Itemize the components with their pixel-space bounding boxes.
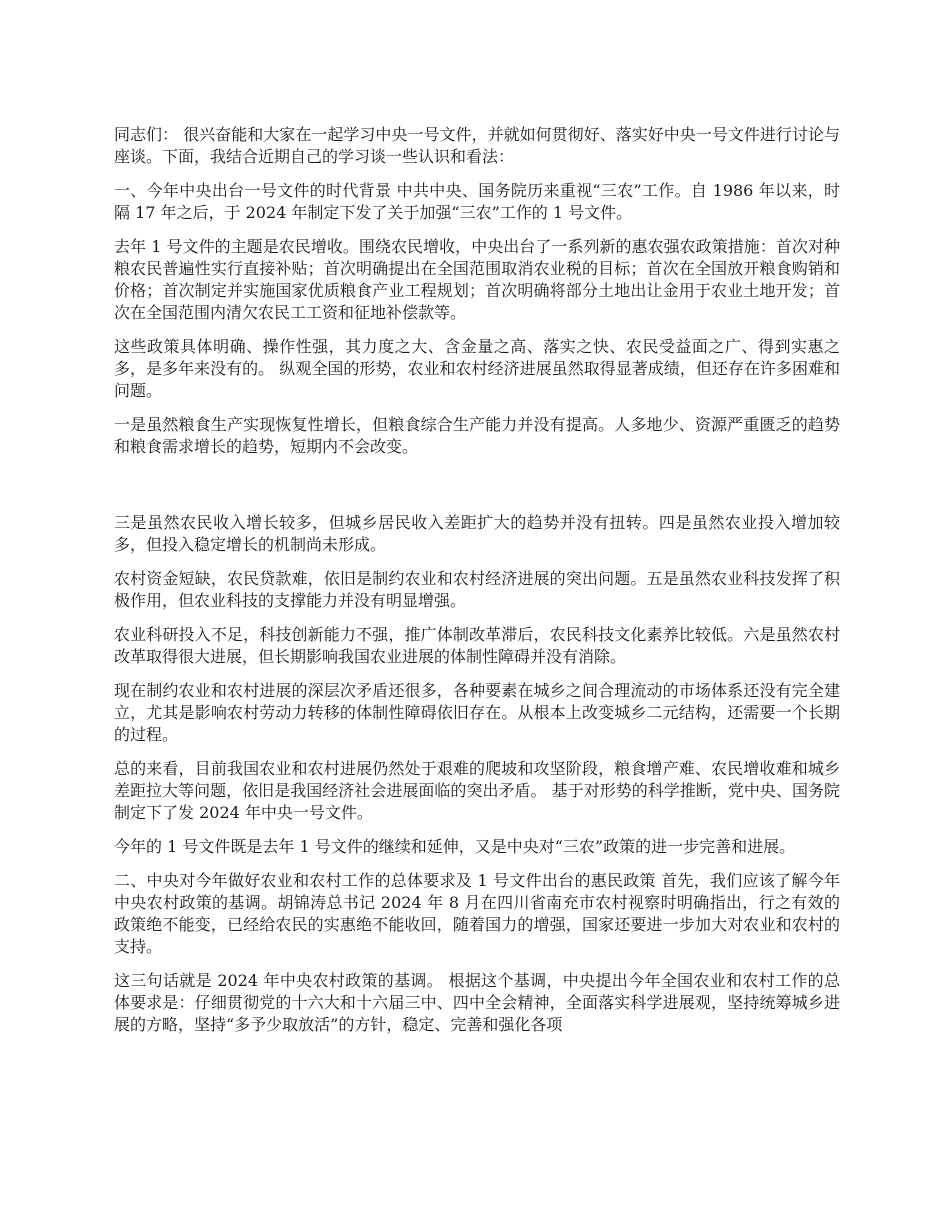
paragraph-document-continuity: 今年的 1 号文件既是去年 1 号文件的继续和延伸，又是中央对“三农”政策的进一步完善和进展。 — [114, 837, 796, 856]
paragraph-section-two-requirements: 二、中央对今年做好农业和农村工作的总体要求及 1 号文件出台的惠民政策 首先，我们应该了解今年中央农村政策的基调。胡锦涛总书记 2024 年 8 月在四川省南充市农村视察时明确指出，行之有效的政策绝不能变，已经给农民的实惠绝不能收回，随着国力的增强，国家还要进一步加大对农业和农村的支持。 — [114, 871, 840, 956]
paragraph-greeting: 同志们： 很兴奋能和大家在一起学习中央一号文件，并就如何贯彻好、落实好中央一号文件进行讨论与座谈。下面，我结合近期自己的学习谈一些认识和看法： — [114, 125, 840, 166]
paragraph-gap — [114, 470, 840, 512]
paragraph-structural-contradictions: 现在制约农业和农村进展的深层次矛盾还很多，各种要素在城乡之间合理流动的市场体系还没有完全建立，尤其是影响农村劳动力转移的体制性障碍依旧存在。从根本上改变城乡二元结构，还需要一个长期的过程。 — [114, 681, 840, 744]
paragraph-issue-income: 三是虽然农民收入增长较多，但城乡居民收入差距扩大的趋势并没有扭转。四是虽然农业投入增加较多，但投入稳定增长的机制尚未形成。 — [114, 513, 840, 554]
paragraph-policy-tone: 这三句话就是 2024 年中央农村政策的基调。 根据这个基调，中央提出今年全国农业和农村工作的总体要求是：仔细贯彻党的十六大和十六届三中、四中全会精神，全面落实科学进展观，坚持统筹城乡进展的方略，坚持“多予少取放活”的方针，稳定、完善和强化各项 — [114, 971, 840, 1034]
paragraph-issue-funding: 农村资金短缺，农民贷款难，依旧是制约农业和农村经济进展的突出问题。五是虽然农业科技发挥了积极作用，但农业科技的支撑能力并没有明显增强。 — [114, 569, 840, 610]
paragraph-issue-grain: 一是虽然粮食生产实现恢复性增长，但粮食综合生产能力并没有提高。人多地少、资源严重匮乏的趋势和粮食需求增长的趋势，短期内不会改变。 — [114, 415, 840, 456]
paragraph-overall-situation: 总的来看，目前我国农业和农村进展仍然处于艰难的爬坡和攻坚阶段，粮食增产难、农民增收难和城乡差距拉大等问题，依旧是我国经济社会进展面临的突出矛盾。 基于对形势的科学推断，党中央、国务院制定下了发 2024 年中央一号文件。 — [114, 759, 840, 822]
paragraph-section-one-background: 一、今年中央出台一号文件的时代背景 中共中央、国务院历来重视“三农”工作。自 1986 年以来，时隔 17 年之后，于 2024 年制定下发了关于加强“三农”工作的 1 号文件。 — [114, 181, 840, 222]
paragraph-issue-technology: 农业科研投入不足，科技创新能力不强，推广体制改革滞后，农民科技文化素养比较低。六是虽然农村改革取得很大进展，但长期影响我国农业进展的体制性障碍并没有消除。 — [114, 625, 840, 666]
document-body — [114, 124, 840, 1048]
paragraph-policy-assessment: 这些政策具体明确、操作性强，其力度之大、含金量之高、落实之快、农民受益面之广、得到实惠之多，是多年来没有的。 纵观全国的形势，农业和农村经济进展虽然取得显著成绩，但还存在许多困难和问题。 — [114, 337, 840, 400]
paragraph-last-year-policies: 去年 1 号文件的主题是农民增收。围绕农民增收，中央出台了一系列新的惠农强农政策措施：首次对种粮农民普遍性实行直接补贴；首次明确提出在全国范围取消农业税的目标；首次在全国放开粮食购销和价格；首次制定并实施国家优质粮食产业工程规划；首次明确将部分土地出让金用于农业土地开发；首次在全国范围内清欠农民工工资和征地补偿款等。 — [114, 237, 840, 322]
